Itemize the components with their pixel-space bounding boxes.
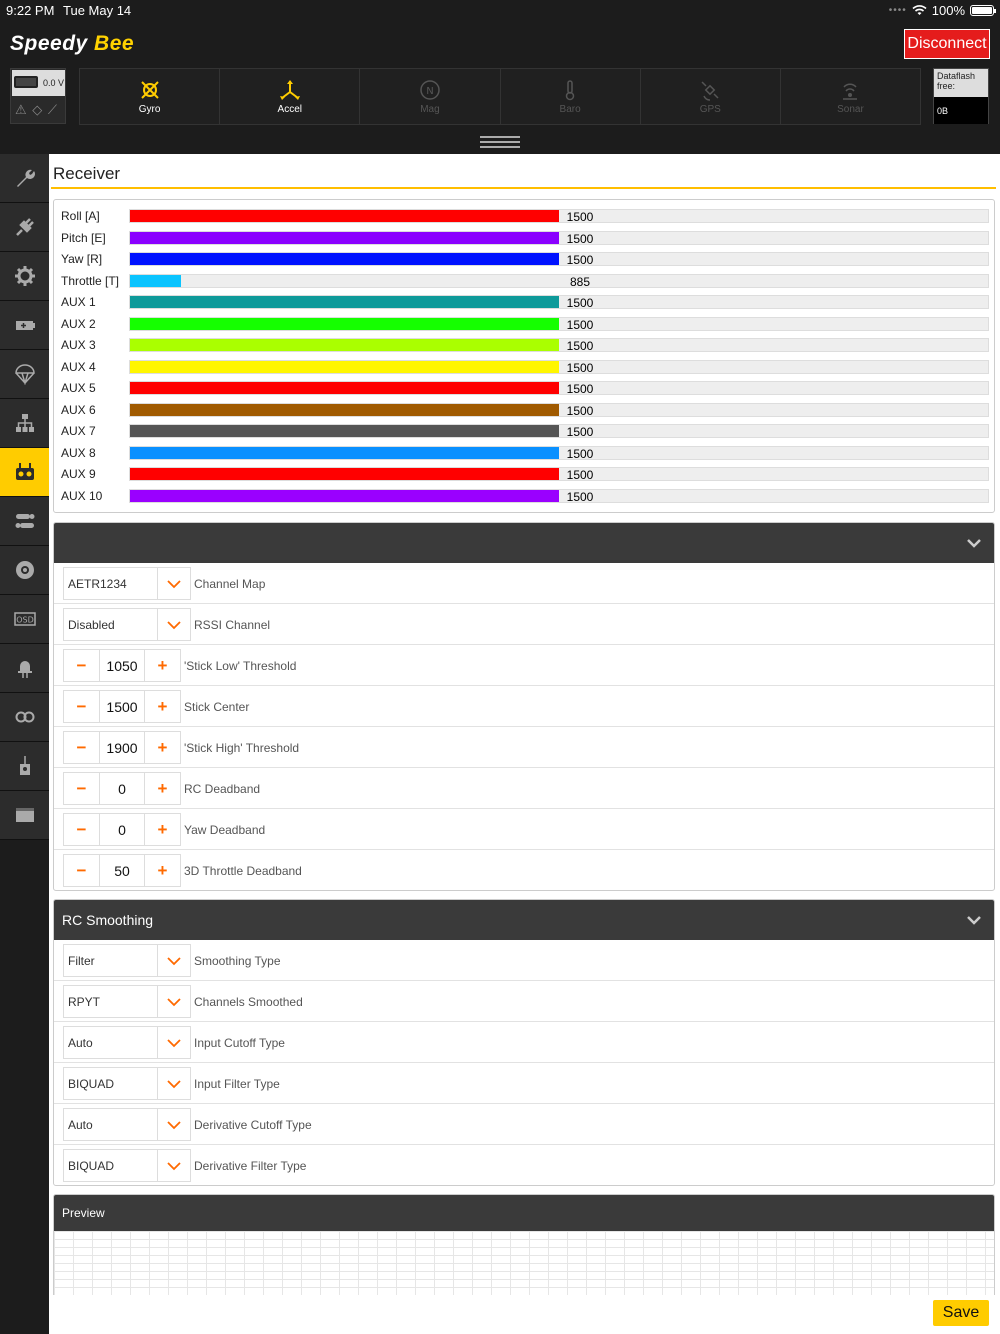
- setting-label: Channels Smoothed: [194, 995, 303, 1009]
- channel-bar: [129, 274, 989, 288]
- select-value: BIQUAD: [68, 1159, 115, 1173]
- chevron-down-icon[interactable]: [966, 912, 982, 928]
- channel-value: 1500: [566, 210, 594, 224]
- setting-row: [54, 768, 994, 809]
- channel-row: [61, 445, 991, 461]
- cli-icon: [14, 804, 36, 826]
- title-underline: [51, 187, 996, 189]
- accel-icon: [279, 79, 301, 101]
- channel-bar: [129, 338, 989, 352]
- channel-bar: [129, 252, 989, 266]
- channel-fill: [130, 404, 559, 416]
- channel-fill: [130, 253, 559, 265]
- sensor-label: Gyro: [138, 103, 161, 115]
- status-right: [889, 3, 994, 18]
- modes-icon: [14, 510, 36, 532]
- led-icon: [14, 657, 36, 679]
- setting-row: [54, 686, 994, 727]
- setting-row: [54, 1104, 994, 1145]
- sidebar: [0, 154, 49, 1334]
- sensor-sonar: [781, 69, 920, 124]
- warning-icons: ⚠︎ ◇ ⟋: [15, 102, 58, 117]
- panel-title: RC Smoothing: [62, 912, 154, 928]
- setting-label: Derivative Filter Type: [194, 1159, 307, 1173]
- battery-icon: [14, 314, 36, 336]
- status-time: 9:22 PM: [6, 3, 55, 18]
- satellite-icon: [699, 79, 721, 101]
- sidebar-item-receiver[interactable]: [0, 448, 49, 497]
- decrement-button[interactable]: −: [76, 819, 87, 839]
- channel-row: [61, 337, 991, 353]
- channel-row: [61, 208, 991, 224]
- sidebar-item-blackbox[interactable]: [0, 693, 49, 742]
- rc-deadband-stepper: [63, 772, 181, 805]
- input-cutoff-select[interactable]: [63, 1026, 191, 1059]
- sensor-gps: [641, 69, 781, 124]
- channel-bar: [129, 403, 989, 417]
- channel-fill: [130, 468, 559, 480]
- setting-label: Derivative Cutoff Type: [194, 1118, 312, 1132]
- channel-value: 1500: [566, 382, 594, 396]
- app-logo: [10, 32, 134, 56]
- derivative-cutoff-select[interactable]: [63, 1108, 191, 1141]
- panel-header[interactable]: [54, 523, 994, 563]
- sensor-icon: [14, 755, 36, 777]
- chevron-down-icon[interactable]: [157, 568, 190, 599]
- channel-row: [61, 380, 991, 396]
- sidebar-item-sensors[interactable]: [0, 742, 49, 791]
- select-value: Auto: [68, 1036, 93, 1050]
- sensor-bar: [79, 68, 921, 125]
- channel-value: 1500: [566, 317, 594, 332]
- channel-name: AUX 4: [61, 359, 96, 374]
- sidebar-item-osd[interactable]: [0, 595, 49, 644]
- channel-value: 1500: [566, 296, 594, 310]
- setting-label: Input Filter Type: [194, 1077, 280, 1091]
- disconnect-button[interactable]: Disconnect: [904, 29, 990, 59]
- stepper-value[interactable]: 1050: [99, 650, 145, 681]
- channel-row: [61, 466, 991, 482]
- setting-row: [54, 1063, 994, 1104]
- signal-dots-icon: ••••: [888, 5, 907, 16]
- svg-text:OSD: OSD: [15, 615, 34, 625]
- setting-row: [54, 727, 994, 768]
- channel-row: [61, 402, 991, 418]
- sidebar-item-power[interactable]: [0, 301, 49, 350]
- setting-row: [54, 809, 994, 850]
- setting-row: [54, 1145, 994, 1186]
- receiver-settings-panel: [53, 522, 995, 891]
- sensor-label: Mag: [420, 103, 440, 115]
- chevron-down-icon[interactable]: [157, 1150, 190, 1181]
- setting-row: [54, 1022, 994, 1063]
- select-value: Filter: [68, 954, 95, 968]
- page-title: Receiver: [53, 164, 121, 183]
- setting-label: RC Deadband: [184, 782, 261, 796]
- increment-button[interactable]: +: [157, 778, 168, 798]
- channel-fill: [130, 361, 559, 373]
- channel-fill: [130, 318, 559, 330]
- save-button[interactable]: Save: [933, 1300, 989, 1326]
- setting-row: [54, 981, 994, 1022]
- dataflash-value: 0B: [934, 97, 988, 124]
- sensor-baro: [501, 69, 641, 124]
- stepper-value[interactable]: 0: [99, 814, 145, 845]
- battery-voltage: 0.0 V: [43, 78, 65, 88]
- stepper-value[interactable]: 1500: [99, 691, 145, 722]
- battery-gauge-icon: [14, 76, 38, 88]
- stick-low-stepper: [63, 649, 181, 682]
- channel-row: [61, 294, 991, 310]
- setting-row: [54, 940, 994, 981]
- stepper-value[interactable]: 1900: [99, 732, 145, 763]
- setting-label: Channel Map: [194, 577, 266, 591]
- sensor-accel: [220, 69, 360, 124]
- channel-name: Throttle [T]: [61, 273, 120, 288]
- chevron-down-icon[interactable]: [157, 945, 190, 976]
- sensor-mag: [360, 69, 500, 124]
- panel-header: [54, 1195, 994, 1231]
- channel-row: [61, 251, 991, 267]
- rc-smoothing-panel: [53, 899, 995, 1186]
- setting-row: [54, 604, 994, 645]
- preview-graph: [54, 1231, 994, 1295]
- channel-value: 1500: [566, 425, 594, 439]
- channel-row: [61, 273, 991, 289]
- sidebar-item-motors[interactable]: [0, 546, 49, 595]
- setting-label: 3D Throttle Deadband: [184, 864, 302, 878]
- setting-row: [54, 563, 994, 604]
- sensor-label: Accel: [277, 103, 302, 115]
- sensor-label: Sonar: [837, 103, 864, 115]
- stick-high-stepper: [63, 731, 181, 764]
- sensor-label: Baro: [559, 103, 581, 115]
- select-value: BIQUAD: [68, 1077, 115, 1091]
- gear-icon: [14, 265, 36, 287]
- channel-value: 1500: [566, 468, 594, 482]
- channel-row: [61, 316, 991, 332]
- setting-label: Input Cutoff Type: [194, 1036, 285, 1050]
- channel-row: [61, 359, 991, 375]
- thermometer-icon: [559, 79, 581, 101]
- sonar-icon: [839, 79, 861, 101]
- decrement-button[interactable]: −: [76, 696, 87, 716]
- channel-bar: [129, 209, 989, 223]
- chevron-down-icon[interactable]: [157, 986, 190, 1017]
- network-icon: [14, 412, 36, 434]
- channel-bar: [129, 489, 989, 503]
- chevron-down-icon[interactable]: [157, 1027, 190, 1058]
- channel-value: 1500: [566, 339, 594, 353]
- channel-value: 1500: [566, 489, 594, 504]
- motor-icon: [14, 559, 36, 581]
- status-bar: [0, 0, 1000, 22]
- app-header: [0, 22, 1000, 154]
- channel-value: 885: [569, 274, 591, 289]
- stepper-value[interactable]: 50: [99, 855, 145, 886]
- channel-bar: [129, 424, 989, 438]
- throttle-deadband-stepper: [63, 854, 181, 887]
- sidebar-item-led[interactable]: [0, 644, 49, 693]
- channel-fill: [130, 490, 559, 502]
- channel-name: AUX 5: [61, 381, 96, 395]
- sidebar-item-cli[interactable]: [0, 791, 49, 840]
- chevron-down-icon[interactable]: [157, 1109, 190, 1140]
- channel-fill: [130, 296, 559, 308]
- select-value: Disabled: [68, 618, 115, 632]
- setting-row: [54, 645, 994, 686]
- select-value: RPYT: [68, 995, 101, 1009]
- channel-map-select[interactable]: [63, 567, 191, 600]
- channel-name: AUX 2: [61, 316, 96, 331]
- channel-name: AUX 7: [61, 424, 96, 438]
- rssi-channel-select[interactable]: [63, 608, 191, 641]
- dataflash-status: [933, 68, 989, 124]
- parachute-icon: [14, 363, 36, 385]
- channel-fill: [130, 339, 559, 351]
- channel-fill: [130, 382, 559, 394]
- channels-smoothed-select[interactable]: [63, 985, 191, 1018]
- preview-panel: [53, 1194, 995, 1295]
- channel-name: Yaw [R]: [61, 252, 103, 266]
- channel-name: AUX 8: [61, 445, 96, 460]
- channel-name: AUX 10: [61, 488, 103, 503]
- channel-fill: [130, 447, 559, 459]
- setting-label: Yaw Deadband: [184, 823, 266, 837]
- channel-value: 1500: [566, 360, 594, 375]
- battery-status: [10, 68, 66, 124]
- osd-icon: [14, 608, 36, 630]
- drag-handle[interactable]: [480, 136, 520, 148]
- sidebar-item-setup[interactable]: [0, 154, 49, 203]
- decrement-button[interactable]: −: [76, 737, 87, 757]
- logo-accent: Bee: [94, 32, 135, 55]
- channel-bar: [129, 381, 989, 395]
- channel-bar: [129, 295, 989, 309]
- sidebar-item-pid[interactable]: [0, 399, 49, 448]
- channel-bar: [129, 446, 989, 460]
- blackbox-icon: [14, 706, 36, 728]
- chevron-down-icon[interactable]: [966, 535, 982, 551]
- receiver-icon: [14, 461, 36, 483]
- channel-row: [61, 423, 991, 439]
- chevron-down-icon[interactable]: [157, 1068, 190, 1099]
- svg-text:N: N: [426, 85, 434, 97]
- logo-main: Speedy: [10, 32, 88, 55]
- channel-bar: [129, 360, 989, 374]
- sidebar-item-ports[interactable]: [0, 203, 49, 252]
- channel-fill: [130, 232, 559, 244]
- panel-title: Preview: [62, 1206, 105, 1220]
- increment-button[interactable]: +: [157, 655, 168, 675]
- channel-row: [61, 488, 991, 504]
- increment-button[interactable]: +: [157, 819, 168, 839]
- stick-center-stepper: [63, 690, 181, 723]
- main-content: [49, 154, 1000, 1334]
- channel-value: 1500: [566, 446, 594, 461]
- sidebar-item-failsafe[interactable]: [0, 350, 49, 399]
- setting-label: 'Stick Low' Threshold: [184, 659, 297, 673]
- gyro-icon: [139, 79, 161, 101]
- panel-header[interactable]: [54, 900, 994, 940]
- chevron-down-icon[interactable]: [157, 609, 190, 640]
- channel-row: [61, 230, 991, 246]
- dataflash-label: Dataflash free:: [934, 69, 988, 97]
- input-filter-select[interactable]: [63, 1067, 191, 1100]
- select-value: AETR1234: [68, 577, 127, 591]
- channel-fill: [130, 275, 181, 287]
- channel-name: AUX 6: [61, 402, 96, 417]
- increment-button[interactable]: +: [157, 860, 168, 880]
- channel-name: Roll [A]: [61, 209, 100, 223]
- receiver-channels: [53, 199, 995, 513]
- wrench-icon: [14, 167, 36, 189]
- channel-fill: [130, 210, 559, 222]
- channel-bar: [129, 231, 989, 245]
- channel-name: Pitch [E]: [61, 230, 106, 245]
- setting-label: RSSI Channel: [194, 618, 271, 632]
- channel-name: AUX 3: [61, 338, 96, 352]
- wifi-icon: [912, 5, 927, 16]
- channel-value: 1500: [566, 253, 594, 267]
- channel-bar: [129, 317, 989, 331]
- channel-value: 1500: [566, 231, 594, 246]
- increment-button[interactable]: +: [157, 696, 168, 716]
- setting-row: [54, 850, 994, 891]
- setting-label: 'Stick High' Threshold: [184, 741, 300, 755]
- channel-name: AUX 1: [61, 295, 96, 309]
- channel-fill: [130, 425, 559, 437]
- compass-icon: [419, 79, 441, 101]
- sidebar-item-modes[interactable]: [0, 497, 49, 546]
- decrement-button[interactable]: −: [76, 778, 87, 798]
- channel-value: 1500: [566, 403, 594, 418]
- setting-label: Stick Center: [184, 700, 250, 714]
- increment-button[interactable]: +: [157, 737, 168, 757]
- decrement-button[interactable]: −: [76, 860, 87, 880]
- channel-name: AUX 9: [61, 467, 96, 481]
- smoothing-type-select[interactable]: [63, 944, 191, 977]
- status-date: Tue May 14: [63, 3, 132, 18]
- channel-bar: [129, 467, 989, 481]
- sensor-gyro: [80, 69, 220, 124]
- yaw-deadband-stepper: [63, 813, 181, 846]
- derivative-filter-select[interactable]: [63, 1149, 191, 1182]
- decrement-button[interactable]: −: [76, 655, 87, 675]
- battery-icon: [970, 5, 994, 16]
- sidebar-item-configuration[interactable]: [0, 252, 49, 301]
- stepper-value[interactable]: 0: [99, 773, 145, 804]
- select-value: Auto: [68, 1118, 93, 1132]
- battery-percent: 100%: [931, 3, 965, 18]
- plug-icon: [14, 216, 36, 238]
- sensor-label: GPS: [699, 103, 721, 115]
- setting-label: Smoothing Type: [194, 954, 281, 968]
